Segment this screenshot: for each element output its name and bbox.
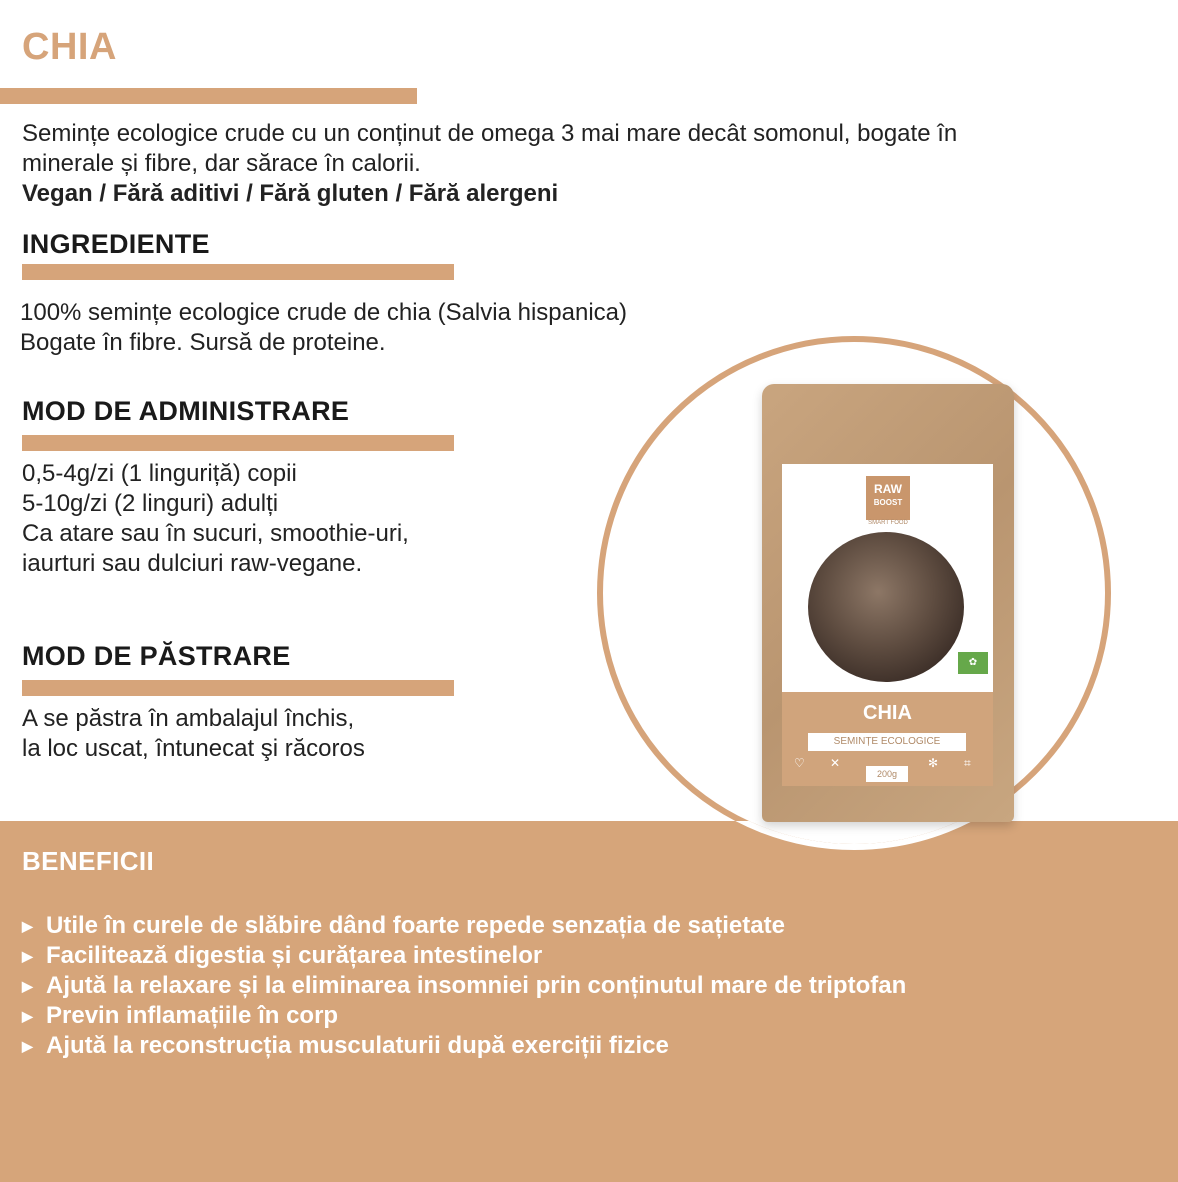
storage-text [22, 704, 365, 764]
administration-heading: MOD DE ADMINISTRARE [22, 396, 350, 426]
title-underline [0, 88, 417, 104]
storage-underline [22, 680, 454, 696]
no-sugar-icon: ⌗ [964, 756, 971, 770]
pouch-weight: 200g [866, 766, 908, 782]
list-item: ▶ Facilitează digestia și curățarea intestinelor [22, 942, 543, 969]
pouch-product-name: CHIA [863, 702, 912, 724]
administration-line-2: 5-10g/zi (2 linguri) adulți [22, 490, 279, 517]
chia-seeds-image [808, 532, 964, 682]
raw-boost-logo [866, 476, 910, 520]
logo-line-1: RAW [874, 482, 902, 496]
intro-tags: Vegan / Fără aditivi / Fără gluten / Fără alergeni [22, 180, 559, 207]
administration-line-3: Ca atare sau în sucuri, smoothie-uri, [22, 520, 409, 547]
benefits-list [22, 911, 906, 1061]
benefits-heading: BENEFICII [22, 846, 155, 876]
triangle-bullet-icon: ▶ [22, 1008, 33, 1024]
logo-line-2: BOOST [873, 498, 903, 507]
intro-line-2: minerale și fibre, dar sărace în calorii. [22, 150, 421, 177]
page-title: CHIA [22, 26, 117, 68]
ingredients-underline [22, 264, 454, 280]
intro-description [22, 119, 1162, 209]
ingredients-text [20, 298, 627, 358]
storage-line-2: la loc uscat, întunecat şi răcoros [22, 735, 365, 762]
administration-line-1: 0,5-4g/zi (1 linguriță) copii [22, 460, 297, 487]
administration-underline [22, 435, 454, 451]
pouch-subtitle: SEMINȚE ECOLOGICE [808, 733, 966, 751]
storage-line-1: A se păstra în ambalajul închis, [22, 705, 355, 732]
triangle-bullet-icon: ▶ [22, 1038, 33, 1054]
triangle-bullet-icon: ▶ [22, 978, 33, 994]
logo-tagline: SMART FOOD [868, 520, 908, 526]
triangle-bullet-icon: ▶ [22, 948, 33, 964]
ingredients-line-2: Bogate în fibre. Sursă de proteine. [20, 329, 386, 356]
administration-line-4: iaurturi sau dulciuri raw-vegane. [22, 550, 363, 577]
triangle-bullet-icon: ▶ [22, 918, 33, 934]
list-item: ▶ Ajută la relaxare și la eliminarea insomniei prin conținutul mare de triptofan [22, 972, 907, 999]
vegan-heart-icon: ♡ [794, 756, 805, 770]
no-gluten-icon: ✻ [928, 756, 939, 770]
ingredients-line-1: 100% semințe ecologice crude de chia (Salvia hispanica) [20, 299, 628, 326]
eu-organic-leaf-icon: ✿ [958, 652, 988, 674]
list-item: ▶ Previn inflamațiile în corp [22, 1002, 339, 1029]
list-item: ▶ Utile în curele de slăbire dând foarte repede senzația de sațietate [22, 912, 785, 939]
administration-text [22, 459, 409, 579]
storage-heading: MOD DE PĂSTRARE [22, 641, 291, 671]
list-item: ▶ Ajută la reconstrucția musculaturii după exerciții fizice [22, 1032, 669, 1059]
ingredients-heading: INGREDIENTE [22, 229, 210, 259]
no-allergen-icon: ✕ [830, 756, 841, 770]
intro-line-1: Semințe ecologice crude cu un conținut de omega 3 mai mare decât somonul, bogate în [22, 120, 958, 147]
